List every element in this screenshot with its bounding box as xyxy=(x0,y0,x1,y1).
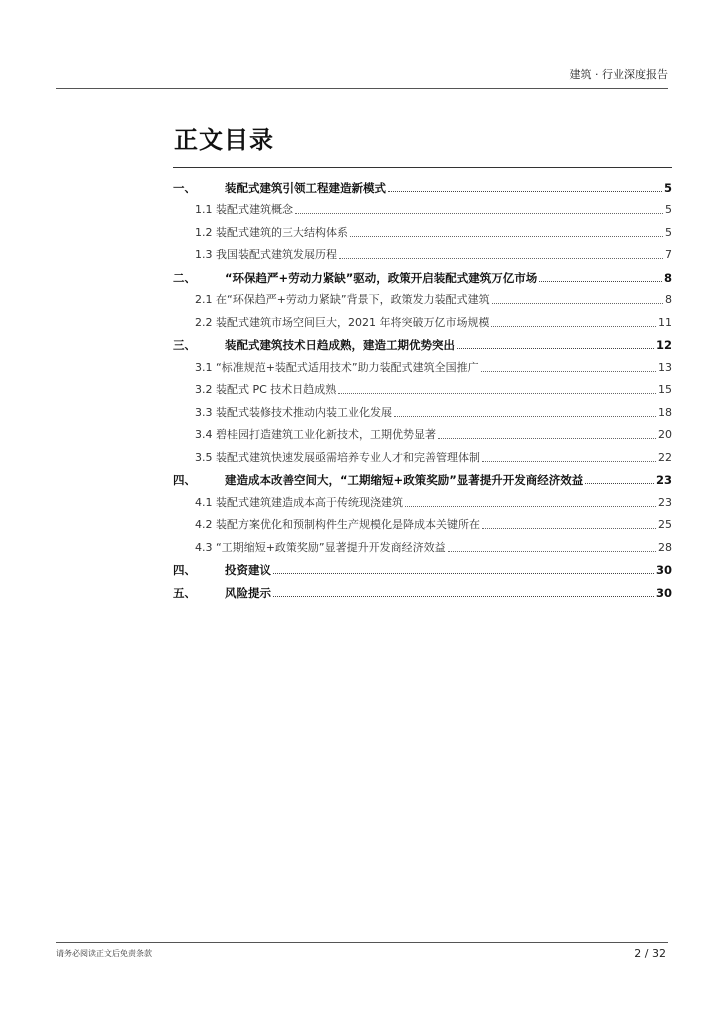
toc-entry-label: 3.2 装配式 PC 技术日趋成熟 xyxy=(195,383,337,396)
toc-entry-page: 8 xyxy=(665,293,672,306)
toc-section-entry[interactable] xyxy=(173,240,672,263)
toc-chapter-entry[interactable] xyxy=(173,262,672,285)
header-divider xyxy=(56,88,668,89)
toc-entry-label: 建造成本改善空间大，“工期缩短+政策奖励”显著提升开发商经济效益 xyxy=(225,473,584,487)
toc-entry-label: 装配式建筑引领工程建造新模式 xyxy=(225,180,386,195)
toc-chapter-entry[interactable] xyxy=(173,555,672,578)
toc-section-entry[interactable] xyxy=(173,217,672,240)
toc-dot-leader xyxy=(482,528,656,529)
toc-entry-label: 2.2 装配式建筑市场空间巨大，2021 年将突破万亿市场规模 xyxy=(195,315,490,329)
toc-dot-leader xyxy=(539,281,662,282)
toc-entry-label: 1.2 装配式建筑的三大结构体系 xyxy=(195,225,348,239)
toc-dot-leader xyxy=(492,303,663,304)
toc-dot-leader xyxy=(448,551,656,552)
toc-entry-page: 30 xyxy=(655,563,672,577)
toc-dot-leader xyxy=(273,596,654,597)
toc-entry-number: 四、 xyxy=(173,563,196,577)
toc-entry-page: 5 xyxy=(665,225,672,239)
toc-entry-page: 25 xyxy=(658,518,672,531)
toc-title-divider xyxy=(173,167,672,168)
footer-divider xyxy=(56,942,668,943)
toc-section-entry[interactable] xyxy=(173,510,672,533)
toc-dot-leader xyxy=(350,236,663,237)
toc-section-entry[interactable] xyxy=(173,352,672,375)
toc-entry-label: 2.1 在“环保趋严+劳动力紧缺”背景下，政策发力装配式建筑 xyxy=(195,293,490,306)
toc-section-entry[interactable] xyxy=(173,307,672,330)
toc-dot-leader xyxy=(438,438,656,439)
toc-entry-label: 3.4 碧桂园打造建筑工业化新技术，工期优势显著 xyxy=(195,428,436,441)
toc-entry-label: 1.1 装配式建筑概念 xyxy=(195,203,293,216)
toc-dot-leader xyxy=(388,191,662,192)
toc-entry-label: 1.3 我国装配式建筑发展历程 xyxy=(195,248,337,261)
toc-dot-leader xyxy=(491,326,656,327)
toc-dot-leader xyxy=(405,506,656,507)
toc-section-entry[interactable] xyxy=(173,487,672,510)
toc-entry-number: 一、 xyxy=(173,180,196,195)
toc-section-entry[interactable] xyxy=(173,375,672,398)
report-category-header: 建筑 · 行业深度报告 xyxy=(569,68,668,81)
toc-entry-page: 23 xyxy=(655,473,672,487)
toc-entry-page: 8 xyxy=(663,270,672,285)
toc-entry-page: 23 xyxy=(658,495,672,509)
toc-dot-leader xyxy=(295,213,663,214)
toc-entry-number: 三、 xyxy=(173,338,196,352)
toc-entry-page: 5 xyxy=(665,203,672,216)
toc-entry-page: 13 xyxy=(658,360,672,374)
toc-section-entry[interactable] xyxy=(173,532,672,555)
toc-entry-page: 18 xyxy=(658,405,672,419)
toc-entry-page: 7 xyxy=(665,248,672,261)
toc-entry-page: 5 xyxy=(663,180,672,195)
toc-entry-page: 22 xyxy=(658,450,672,464)
toc-title: 正文目录 xyxy=(174,126,274,154)
toc-entry-label: 装配式建筑技术日趋成熟，建造工期优势突出 xyxy=(225,338,455,352)
toc-dot-leader xyxy=(481,371,656,372)
toc-dot-leader xyxy=(338,393,656,394)
toc-dot-leader xyxy=(273,573,654,574)
toc-entry-label: “环保趋严+劳动力紧缺”驱动，政策开启装配式建筑万亿市场 xyxy=(225,270,538,285)
toc-chapter-entry[interactable] xyxy=(173,172,672,195)
toc-entry-label: 3.3 装配式装修技术推动内装工业化发展 xyxy=(195,405,392,419)
toc-dot-leader xyxy=(585,483,654,484)
toc-entry-number: 五、 xyxy=(173,585,196,600)
toc-entry-page: 30 xyxy=(655,585,672,600)
toc-dot-leader xyxy=(457,348,654,349)
toc-entry-label: 投资建议 xyxy=(225,563,271,577)
toc-section-entry[interactable] xyxy=(173,195,672,218)
toc-entry-page: 12 xyxy=(655,338,672,352)
toc-section-entry[interactable] xyxy=(173,442,672,465)
toc-section-entry[interactable] xyxy=(173,397,672,420)
toc-dot-leader xyxy=(394,416,656,417)
toc-entry-label: 4.1 装配式建筑建造成本高于传统现浇建筑 xyxy=(195,495,403,509)
toc-entry-label: 风险提示 xyxy=(225,585,271,600)
toc-entry-label: 3.1 “标准规范+装配式适用技术”助力装配式建筑全国推广 xyxy=(195,360,479,374)
toc-dot-leader xyxy=(339,258,663,259)
toc-section-entry[interactable] xyxy=(173,420,672,443)
page-number: 2 / 32 xyxy=(634,947,666,960)
toc-section-entry[interactable] xyxy=(173,285,672,308)
toc-entry-label: 4.2 装配方案优化和预制构件生产规模化是降成本关键所在 xyxy=(195,518,480,531)
toc-dot-leader xyxy=(482,461,656,462)
toc-chapter-entry[interactable] xyxy=(173,465,672,488)
toc-entry-page: 20 xyxy=(658,428,672,441)
toc-entry-page: 15 xyxy=(658,383,672,396)
toc-chapter-entry[interactable] xyxy=(173,577,672,600)
toc-entry-number: 四、 xyxy=(173,473,196,487)
toc-entry-number: 二、 xyxy=(173,270,196,285)
toc-entry-page: 11 xyxy=(658,315,672,329)
toc-entry-label: 4.3 “工期缩短+政策奖励”显著提升开发商经济效益 xyxy=(195,540,446,554)
toc-entry-page: 28 xyxy=(658,540,672,554)
table-of-contents xyxy=(173,172,672,600)
toc-chapter-entry[interactable] xyxy=(173,330,672,353)
toc-entry-label: 3.5 装配式建筑快速发展亟需培养专业人才和完善管理体制 xyxy=(195,450,480,464)
disclaimer-notice: 请务必阅读正文后免责条款 xyxy=(56,949,152,958)
